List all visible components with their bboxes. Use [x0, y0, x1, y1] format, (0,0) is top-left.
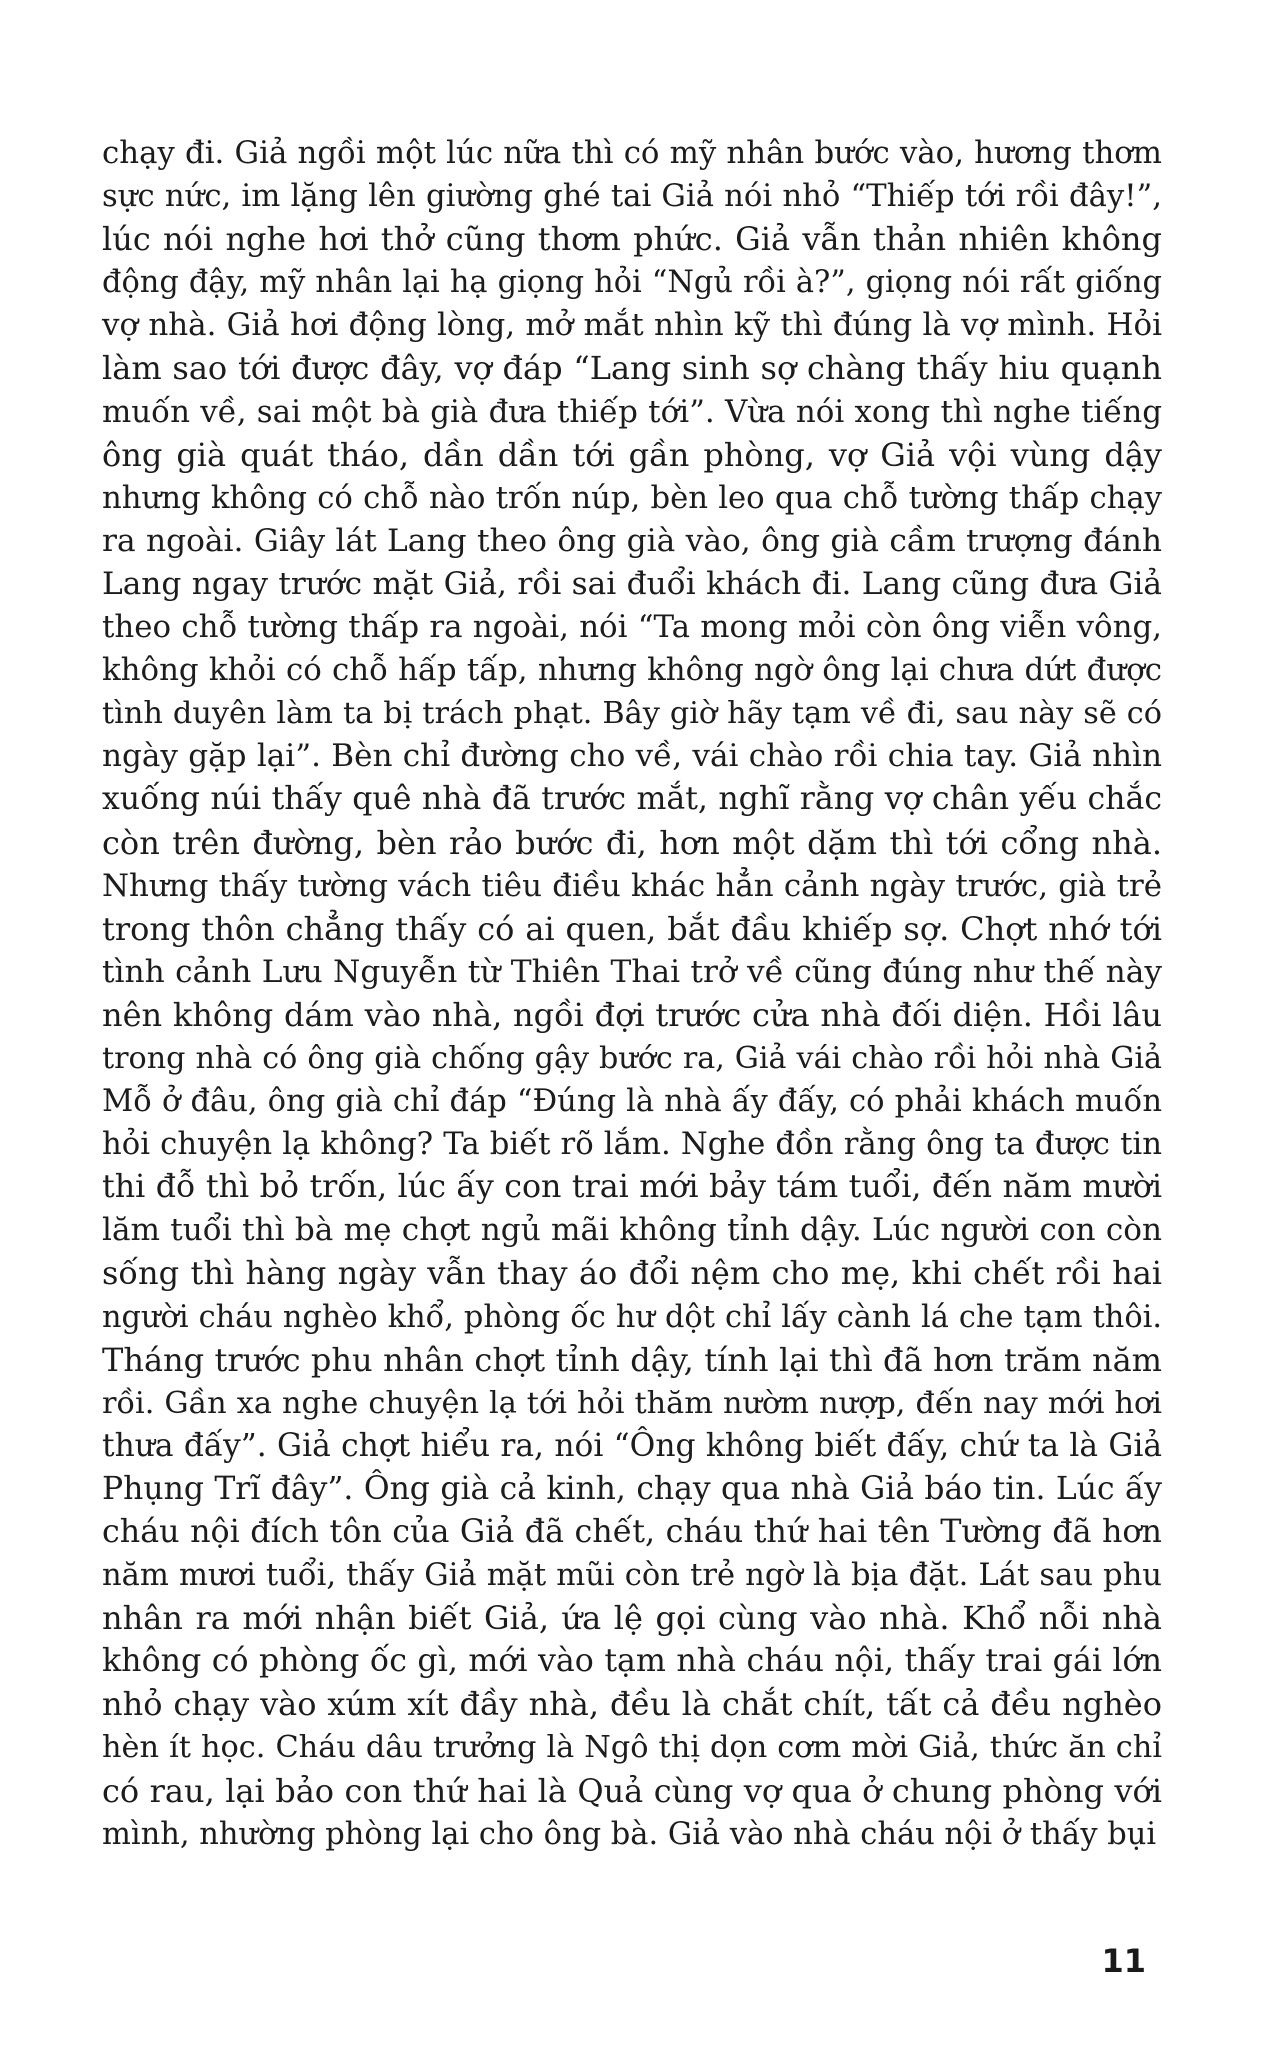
text-line: không có phòng ốc gì, mới vào tạm nhà cháu nội, thấy trai gái lớn	[102, 1643, 1162, 1680]
text-line: nhỏ chạy vào xúm xít đầy nhà, đều là chắt chít, tất cả đều nghèo	[102, 1685, 1162, 1724]
text-line: nhưng không có chỗ nào trốn núp, bèn leo qua chỗ tường thấp chạy	[102, 480, 1162, 516]
text-line: muốn về, sai một bà già đưa thiếp tới”. Vừa nói xong thì nghe tiếng	[102, 393, 1162, 430]
body-text	[102, 132, 1162, 1856]
text-line: lăm tuổi thì bà mẹ chợt ngủ mãi không tỉnh dậy. Lúc người con còn	[102, 1212, 1162, 1249]
text-line: mình, nhường phòng lại cho ông bà. Giả vào nhà cháu nội ở thấy bụi	[102, 1816, 1157, 1852]
text-line: sực nức, im lặng lên giường ghé tai Giả nói nhỏ “Thiếp tới rồi đây!”,	[102, 179, 1162, 215]
text-line: Tháng trước phu nhân chợt tỉnh dậy, tính lại thì đã hơn trăm năm	[102, 1340, 1162, 1379]
text-line: thưa đấy”. Giả chợt hiểu ra, nói “Ông không biết đấy, chứ ta là Giả	[102, 1427, 1162, 1464]
text-line: còn trên đường, bèn rảo bước đi, hơn một dặm thì tới cổng nhà.	[102, 823, 1162, 862]
page-number: 11	[1101, 1942, 1146, 1980]
text-line: lúc nói nghe hơi thở cũng thơm phức. Giả vẫn thản nhiên không	[102, 220, 1162, 259]
text-line: tình duyên làm ta bị trách phạt. Bây giờ hãy tạm về đi, sau này sẽ có	[102, 696, 1162, 732]
text-line: người cháu nghèo khổ, phòng ốc hư dột chỉ lấy cành lá che tạm thôi.	[102, 1299, 1162, 1335]
text-line: trong nhà có ông già chống gậy bước ra, Giả vái chào rồi hỏi nhà Giả	[102, 1040, 1162, 1076]
text-line: Lang ngay trước mặt Giả, rồi sai đuổi khách đi. Lang cũng đưa Giả	[102, 565, 1162, 602]
text-line: chạy đi. Giả ngồi một lúc nữa thì có mỹ nhân bước vào, hương thơm	[102, 135, 1162, 171]
text-line: hèn ít học. Cháu dâu trưởng là Ngô thị dọn cơm mời Giả, thức ăn chỉ	[102, 1730, 1162, 1766]
text-line: rồi. Gần xa nghe chuyện lạ tới hỏi thăm nườm nượp, đến nay mới hơi	[102, 1385, 1162, 1421]
text-line: thi đỗ thì bỏ trốn, lúc ấy con trai mới bảy tám tuổi, đến năm mười	[102, 1169, 1162, 1206]
text-line: ra ngoài. Giây lát Lang theo ông già vào, ông già cầm trượng đánh	[102, 522, 1162, 559]
text-line: sống thì hàng ngày vẫn thay áo đổi nệm cho mẹ, khi chết rồi hai	[102, 1254, 1162, 1293]
text-line: vợ nhà. Giả hơi động lòng, mở mắt nhìn kỹ thì đúng là vợ mình. Hỏi	[102, 307, 1162, 344]
text-line: trong thôn chẳng thấy có ai quen, bắt đầu khiếp sợ. Chợt nhớ tới	[102, 909, 1162, 948]
text-line: năm mươi tuổi, thấy Giả mặt mũi còn trẻ ngờ là bịa đặt. Lát sau phu	[102, 1558, 1162, 1594]
text-line: Mỗ ở đâu, ông già chỉ đáp “Đúng là nhà ấy đấy, có phải khách muốn	[102, 1084, 1162, 1120]
text-line: hỏi chuyện lạ không? Ta biết rõ lắm. Nghe đồn rằng ông ta được tin	[102, 1127, 1162, 1163]
text-line: nhân ra mới nhận biết Giả, ứa lệ gọi cùng vào nhà. Khổ nỗi nhà	[102, 1599, 1162, 1638]
text-line: ông già quát tháo, dần dần tới gần phòng, vợ Giả vội vùng dậy	[102, 435, 1162, 474]
text-line: Phụng Trĩ đây”. Ông già cả kinh, chạy qua nhà Giả báo tin. Lúc ấy	[102, 1470, 1162, 1507]
text-line: ngày gặp lại”. Bèn chỉ đường cho về, vái chào rồi chia tay. Giả nhìn	[102, 738, 1162, 775]
text-line: tình cảnh Lưu Nguyễn từ Thiên Thai trở về cũng đúng như thế này	[102, 953, 1162, 990]
text-line: làm sao tới được đây, vợ đáp “Lang sinh sợ chàng thấy hiu quạnh	[102, 349, 1162, 388]
text-line: xuống núi thấy quê nhà đã trước mắt, nghĩ rằng vợ chân yếu chắc	[102, 781, 1162, 818]
text-line: có rau, lại bảo con thứ hai là Quả cùng vợ qua ở chung phòng với	[102, 1771, 1162, 1810]
text-line: theo chỗ tường thấp ra ngoài, nói “Ta mong mỏi còn ông viễn vông,	[102, 609, 1162, 646]
text-line: Nhưng thấy tường vách tiêu điều khác hẳn cảnh ngày trước, già trẻ	[102, 867, 1162, 904]
text-line: cháu nội đích tôn của Giả đã chết, cháu thứ hai tên Tường đã hơn	[102, 1514, 1162, 1550]
text-line: nên không dám vào nhà, ngồi đợi trước cửa nhà đối diện. Hồi lâu	[102, 995, 1162, 1034]
text-line: động đậy, mỹ nhân lại hạ giọng hỏi “Ngủ rồi à?”, giọng nói rất giống	[102, 265, 1162, 301]
text-line: không khỏi có chỗ hấp tấp, nhưng không ngờ ông lại chưa dứt được	[102, 652, 1162, 689]
